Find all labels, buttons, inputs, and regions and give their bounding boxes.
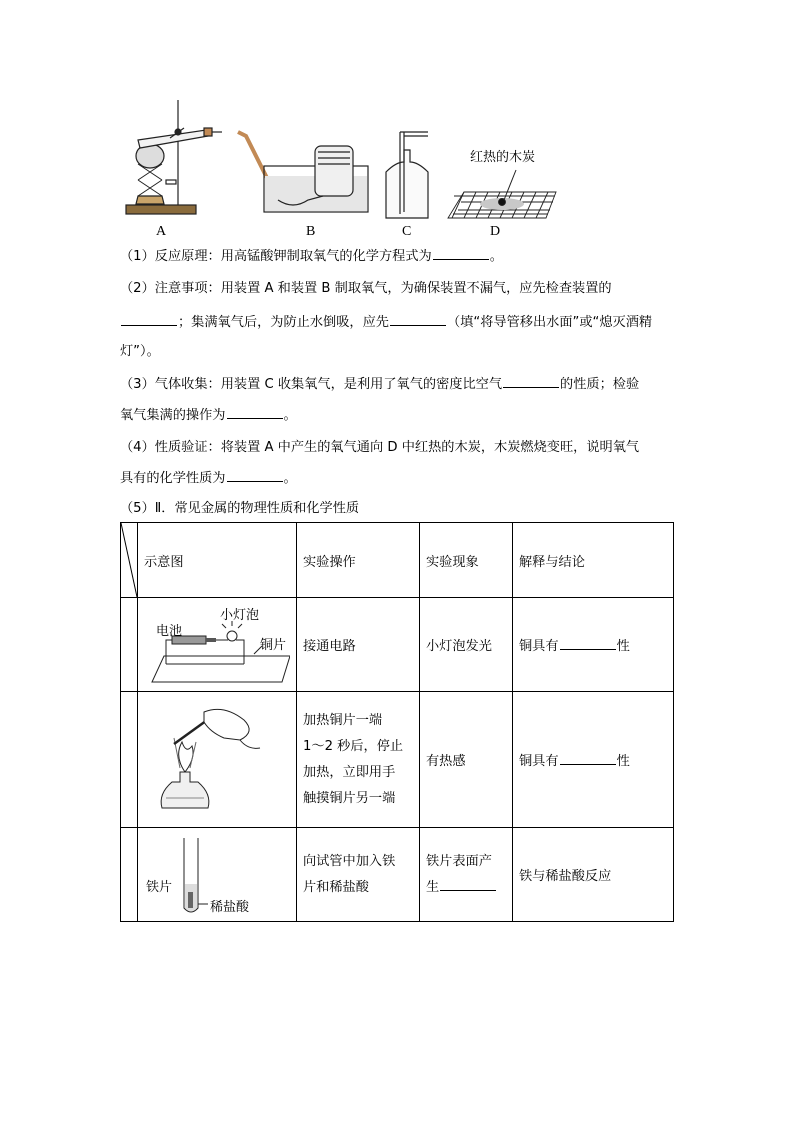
apparatus-drawing xyxy=(118,92,558,242)
operation-line: 触摸铜片另一端 xyxy=(303,790,396,806)
q1-end: 。 xyxy=(489,249,503,264)
phenomenon-line: 生 xyxy=(426,875,506,901)
operation-line: 加热铜片一端 xyxy=(303,712,383,728)
heating-drawing xyxy=(144,698,290,818)
phenomenon-cell xyxy=(420,828,513,922)
q1-text: （1）反应原理：用高锰酸钾制取氧气的化学方程式为 xyxy=(120,249,432,264)
apparatus-b xyxy=(238,132,368,212)
table-row xyxy=(121,828,674,922)
battery-label: 电池 xyxy=(156,623,183,639)
operation-cell: 接通电路 xyxy=(297,598,420,692)
answer-blank[interactable] xyxy=(560,751,616,765)
q2-text-a: ；集满氧气后，为防止水倒吸，应先 xyxy=(178,315,389,330)
conclusion-text-b: 性 xyxy=(616,639,630,654)
label-b: B xyxy=(306,224,316,239)
operation-line: 1～2 秒后，停止 xyxy=(303,738,404,754)
answer-blank[interactable] xyxy=(390,312,446,326)
header-diagram: 示意图 xyxy=(138,523,297,598)
row-index-cell xyxy=(121,692,138,828)
test-tube-sketch xyxy=(144,832,290,918)
table-header-row xyxy=(121,523,674,598)
phenomenon-line: 铁片表面产 xyxy=(426,853,492,869)
header-operation: 实验操作 xyxy=(297,523,420,598)
label-c: C xyxy=(402,224,412,239)
test-tube-diagram-cell xyxy=(138,828,297,922)
q3-text-c: 氧气集满的操作为 xyxy=(120,408,226,423)
operation-cell xyxy=(297,692,420,828)
table-row xyxy=(121,598,674,692)
answer-blank[interactable] xyxy=(503,374,559,388)
answer-blank[interactable] xyxy=(560,636,616,650)
heating-diagram-cell xyxy=(138,692,297,828)
question-3-line1 xyxy=(120,374,680,395)
answer-blank[interactable] xyxy=(121,312,177,326)
circuit-diagram-cell xyxy=(138,598,297,692)
operation-line: 片和稀盐酸 xyxy=(303,879,369,895)
q3-text-a: （3）气体收集：用装置 C 收集氧气，是利用了氧气的密度比空气 xyxy=(120,377,503,392)
corner-cell xyxy=(121,523,138,598)
operation-line: 向试管中加入铁 xyxy=(303,853,396,869)
answer-blank[interactable] xyxy=(433,246,489,260)
question-2-line2 xyxy=(120,312,680,333)
operation-cell xyxy=(297,828,420,922)
question-2-line1: （2）注意事项：用装置 A 和装置 B 制取氧气，为确保装置不漏气，应先检查装置的 xyxy=(120,281,612,296)
q3-text-d: 。 xyxy=(283,408,297,423)
circuit-sketch xyxy=(144,602,290,688)
charcoal-label: 红热的木炭 xyxy=(470,150,536,165)
apparatus-a xyxy=(126,100,222,214)
phenomenon-cell: 有热感 xyxy=(420,692,513,828)
conclusion-text-a: 铜具有 xyxy=(519,639,559,654)
q4-text-a: 具有的化学性质为 xyxy=(120,471,226,486)
operation-line: 加热，立即用手 xyxy=(303,764,396,780)
row-index-cell xyxy=(121,828,138,922)
table-row xyxy=(121,692,674,828)
phenomenon-cell: 小灯泡发光 xyxy=(420,598,513,692)
question-3-line2 xyxy=(120,405,680,426)
conclusion-cell: 铁与稀盐酸反应 xyxy=(513,828,674,922)
header-conclusion: 解释与结论 xyxy=(513,523,674,598)
question-4-line2 xyxy=(120,468,680,489)
apparatus-d xyxy=(448,170,556,218)
diagonal-line xyxy=(121,523,137,597)
question-1 xyxy=(120,246,680,267)
conclusion-text-b: 性 xyxy=(616,754,630,769)
label-d: D xyxy=(490,224,501,239)
row-index-cell xyxy=(121,598,138,692)
q4-text-b: 。 xyxy=(283,471,297,486)
experiment-table xyxy=(120,522,674,922)
label-a: A xyxy=(156,224,167,239)
answer-blank[interactable] xyxy=(227,405,283,419)
question-4-line1: （4）性质验证：将装置 A 中产生的氧气通向 D 中红热的木炭，木炭燃烧变旺，说明氧气 xyxy=(120,440,640,455)
question-2-line3: 灯”）。 xyxy=(120,344,160,359)
apparatus-figure xyxy=(118,92,558,242)
acid-label: 稀盐酸 xyxy=(210,899,250,915)
conclusion-cell xyxy=(513,598,674,692)
q2-text-b: （填“将导管移出水面”或“熄灭酒精 xyxy=(447,315,653,330)
header-phenomenon: 实验现象 xyxy=(420,523,513,598)
conclusion-cell xyxy=(513,692,674,828)
answer-blank[interactable] xyxy=(440,877,496,891)
bulb-label: 小灯泡 xyxy=(220,607,260,623)
answer-blank[interactable] xyxy=(227,468,283,482)
conclusion-text-a: 铜具有 xyxy=(519,754,559,769)
iron-label: 铁片 xyxy=(146,879,173,895)
q3-text-b: 的性质；检验 xyxy=(560,377,640,392)
copper-label: 铜片 xyxy=(260,637,287,653)
apparatus-c xyxy=(386,132,428,218)
question-5-title: （5）Ⅱ．常见金属的物理性质和化学性质 xyxy=(120,501,360,516)
